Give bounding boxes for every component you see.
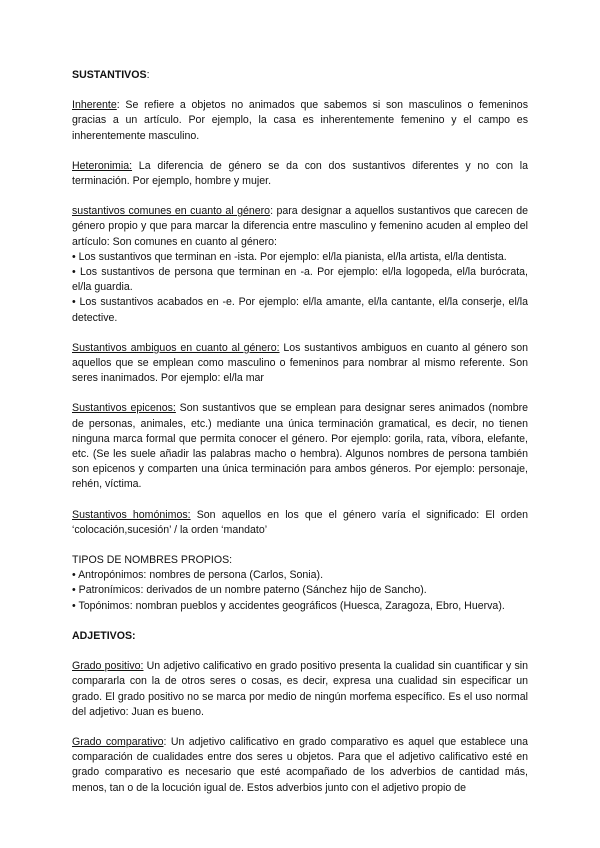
sustantivos-heading — [72, 68, 528, 83]
sustantivos-heading-colon: : — [146, 69, 150, 81]
comunes-term: sustantivos comunes en cuanto al género — [72, 205, 271, 218]
comunes-paragraph — [72, 204, 528, 250]
list-item: • Patronímicos: derivados de un nombre paterno (Sánchez hijo de Sancho). — [72, 584, 427, 597]
propios-list — [72, 568, 528, 614]
document-page — [72, 68, 528, 796]
list-item: • Los sustantivos acabados en -e. Por ejemplo: el/la amante, el/la cantante, el/la conserje, el/la detective. — [72, 296, 528, 324]
adjetivos-heading: ADJETIVOS: — [72, 629, 136, 642]
inherente-term: Inherente — [72, 99, 117, 112]
comparativo-term: Grado comparativo — [72, 735, 164, 748]
positivo-paragraph — [72, 659, 528, 720]
list-item: • Los sustantivos de persona que terminan en -a. Por ejemplo: el/la logopeda, el/la burócrata, el/la guardia. — [72, 266, 528, 294]
sustantivos-heading-text: SUSTANTIVOS — [72, 69, 147, 81]
positivo-text: Un adjetivo calificativo en grado positivo presenta la cualidad sin cuantificar y sin compararla con la de otros seres o cosas, es decir, expresa una cualidad sin especificar un grado. El grado positivo no se marca por medio de ningún morfema específico. Es el uso normal del adjetivo: Juan es bueno. — [72, 660, 528, 718]
inherente-paragraph — [72, 98, 528, 144]
inherente-text: : Se refiere a objetos no animados que sabemos si son masculinos o femeninos gracias a un artículo. Por ejemplo, la casa es inherentemente femenino y el campo es inherentemente masculino. — [72, 99, 528, 142]
comunes-text: : para designar a aquellos sustantivos que carecen de género propio y que para marcar la diferencia entre masculino y femenino acuden al empleo del artículo: Son comunes en cuanto al género: — [72, 205, 528, 248]
epicenos-paragraph — [72, 401, 528, 492]
homonimos-text: Son aquellos en los que el género varía el significado: El orden ‘colocación,sucesión’ / la orden ‘mandato’ — [72, 508, 528, 536]
comunes-list — [72, 250, 528, 326]
list-item: • Los sustantivos que terminan en -ista. Por ejemplo: el/la pianista, el/la artista, el/la dentista. — [72, 250, 507, 263]
epicenos-text: Son sustantivos que se emplean para designar seres animados (nombre de personas, animales, etc.) mediante una única terminación gramatical, es decir, no tienen ninguna marca formal que permita conocer el género. Por ejemplo: gorila, rata, víbora, elefante, etc. (Se les suele añadir las palabras macho o hembra). Algunos nombres de persona también son epicenos y comparten una única terminación para ambos géneros. Por ejemplo: personaje, rehén, víctima. — [72, 402, 529, 491]
heteronimia-paragraph — [72, 159, 528, 189]
heteronimia-text: La diferencia de género se da con dos sustantivos diferentes y no con la terminación. Por ejemplo, hombre y mujer. — [72, 159, 528, 188]
list-item: • Antropónimos: nombres de persona (Carlos, Sonia). — [72, 569, 324, 582]
list-item: • Topónimos: nombran pueblos y accidentes geográficos (Huesca, Zaragoza, Ebro, Huerva). — [72, 599, 505, 612]
comparativo-paragraph — [72, 735, 528, 796]
ambiguos-term: Sustantivos ambiguos en cuanto al género: — [72, 341, 280, 354]
homonimos-term: Sustantivos homónimos: — [72, 508, 191, 521]
ambiguos-text: Los sustantivos ambiguos en cuanto al género son aquellos que se emplean como masculino o femeninos para nombrar al mismo referente. Son seres inanimados. Por ejemplo: el/la mar — [72, 341, 528, 385]
homonimos-paragraph — [72, 508, 528, 538]
propios-heading: TIPOS DE NOMBRES PROPIOS: — [72, 554, 233, 567]
comparativo-text: : Un adjetivo calificativo en grado comparativo es aquel que establece una comparación de cualidades entre dos seres u objetos. Para que el adjetivo calificativo esté en grado comparativo es necesario que esté acompañado de los adverbios de cantidad más, menos, tan o de la locución igual de. Estos adverbios junto con el adjetivo propio de — [72, 735, 528, 794]
heteronimia-term: Heteronimia: — [72, 159, 133, 172]
epicenos-term: Sustantivos epicenos: — [72, 402, 176, 415]
positivo-term: Grado positivo: — [72, 660, 144, 673]
ambiguos-paragraph — [72, 341, 528, 387]
